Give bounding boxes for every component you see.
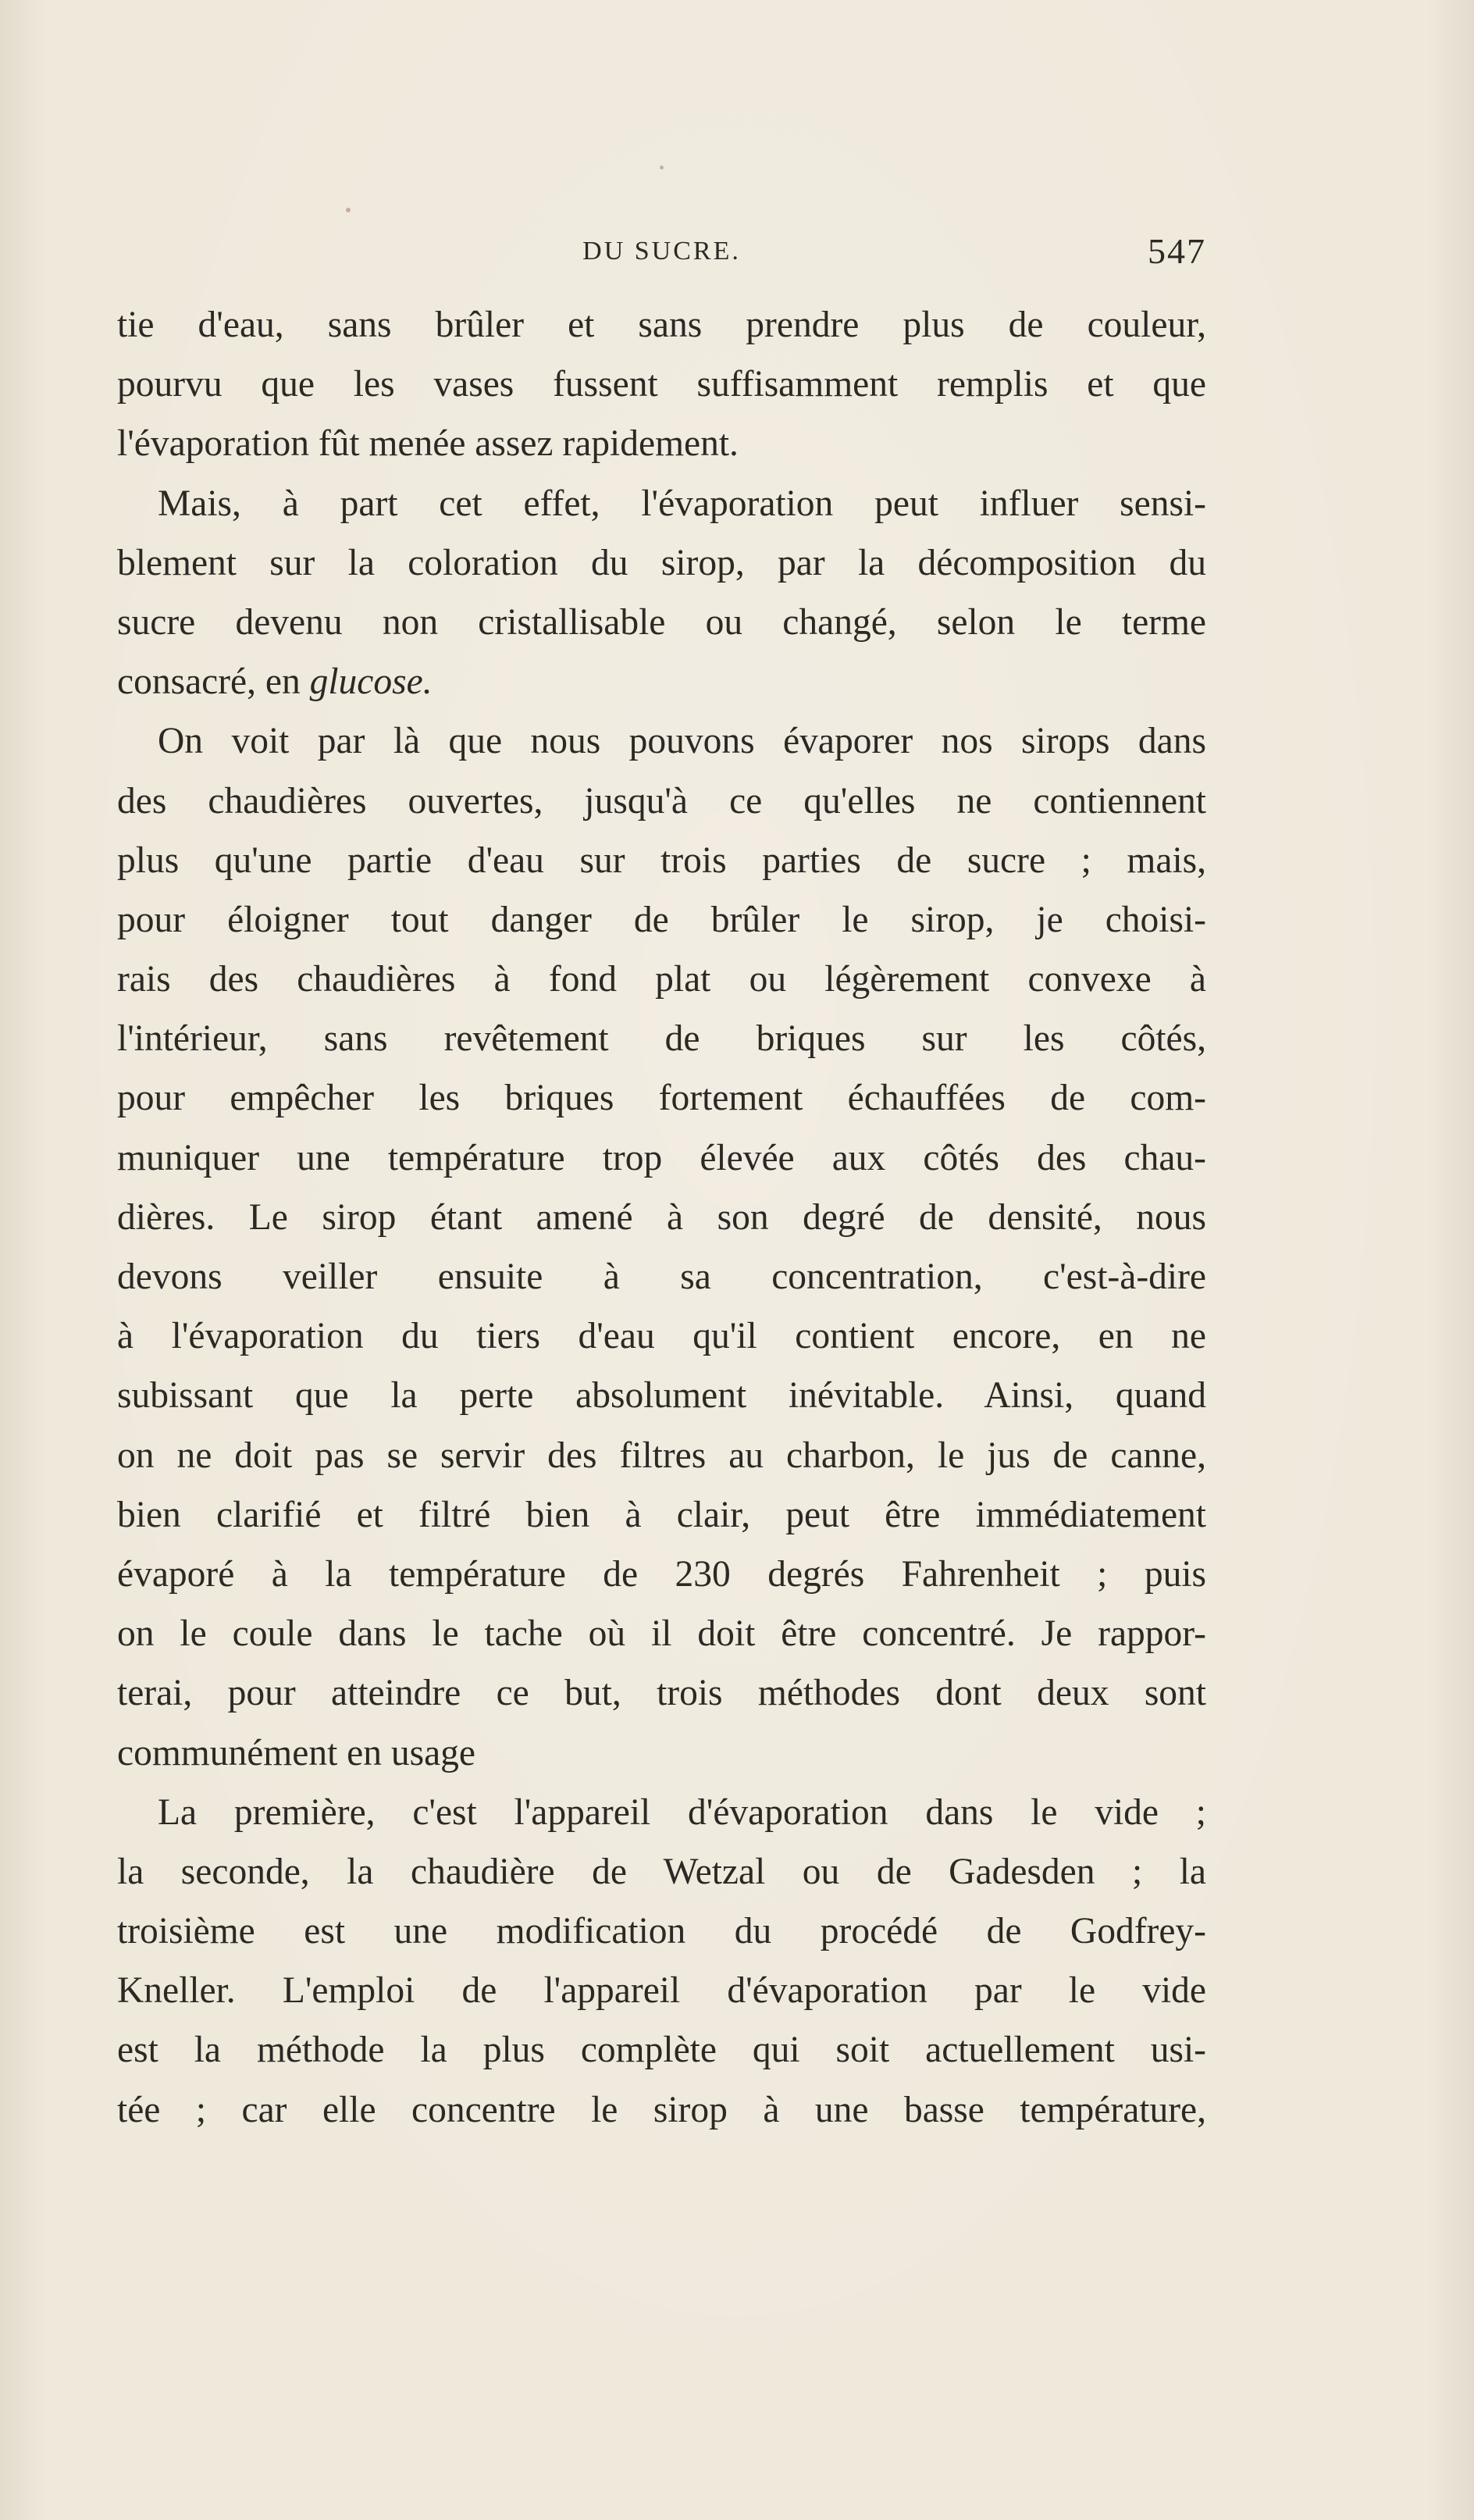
running-head: DU SUCRE. <box>582 237 741 266</box>
text-line: Mais, à part cet effet, l'évaporation peut influer sensi- <box>158 483 1206 524</box>
text-line: On voit par là que nous pouvons évaporer nos sirops dans <box>158 721 1206 762</box>
italic-term: glucose. <box>309 661 433 703</box>
text-fragment: consacré, en <box>117 661 301 703</box>
text-line <box>117 652 1206 711</box>
page-header <box>117 230 1206 277</box>
text-line: tée ; car elle concentre le sirop à une basse température, <box>117 2089 1206 2130</box>
text-line: rais des chaudières à fond plat ou légèrement convexe à <box>117 959 1206 1000</box>
text-line: sucre devenu non cristallisable ou changé, selon le terme <box>117 601 1206 643</box>
text-line: Kneller. L'emploi de l'appareil d'évaporation par le vide <box>117 1970 1206 2012</box>
text-line: on le coule dans le tache où il doit être concentré. Je rappor- <box>117 1613 1206 1655</box>
text-line: terai, pour atteindre ce but, trois méthodes dont deux sont <box>117 1673 1206 1714</box>
text-line: blement sur la coloration du sirop, par la décomposition du <box>117 542 1206 583</box>
text-line: subissant que la perte absolument inévitable. Ainsi, quand <box>117 1375 1206 1417</box>
text-line: plus qu'une partie d'eau sur trois parties de sucre ; mais, <box>117 839 1206 881</box>
paper-speck <box>660 166 664 169</box>
text-line: on ne doit pas se servir des filtres au charbon, le jus de canne, <box>117 1435 1206 1476</box>
text-line: devons veiller ensuite à sa concentration, c'est-à-dire <box>117 1256 1206 1297</box>
text-line: l'évaporation fût menée assez rapidement. <box>117 423 739 465</box>
text-line: à l'évaporation du tiers d'eau qu'il contient encore, en ne <box>117 1316 1206 1357</box>
text-line: bien clarifié et filtré bien à clair, peut être immédiatement <box>117 1494 1206 1535</box>
text-line: tie d'eau, sans brûler et sans prendre plus de couleur, <box>117 305 1206 345</box>
text-line: dières. Le sirop étant amené à son degré de densité, nous <box>117 1196 1206 1238</box>
body-text <box>117 295 1206 2140</box>
text-line: évaporé à la température de 230 degrés Fahrenheit ; puis <box>117 1553 1206 1595</box>
text-line: communément en usage <box>117 1732 476 1773</box>
text-line: est la méthode la plus complète qui soit actuellement usi- <box>117 2030 1206 2071</box>
text-line: pour éloigner tout danger de brûler le sirop, je choisi- <box>117 899 1206 940</box>
page-number: 547 <box>1148 231 1206 271</box>
text-line: l'intérieur, sans revêtement de briques sur les côtés, <box>117 1018 1206 1060</box>
text-line: pour empêcher les briques fortement échauffées de com- <box>117 1078 1206 1119</box>
text-line: muniquer une température trop élevée aux côtés des chau- <box>117 1137 1206 1178</box>
text-line: La première, c'est l'appareil d'évaporation dans le vide ; <box>158 1791 1206 1833</box>
paper-speck <box>346 208 351 212</box>
text-line: troisième est une modification du procédé de Godfrey- <box>117 1911 1206 1952</box>
text-line: des chaudières ouvertes, jusqu'à ce qu'elles ne contiennent <box>117 780 1206 822</box>
text-line: pourvu que les vases fussent suffisamment remplis et que <box>117 364 1206 405</box>
text-line: la seconde, la chaudière de Wetzal ou de Gadesden ; la <box>117 1851 1206 1892</box>
